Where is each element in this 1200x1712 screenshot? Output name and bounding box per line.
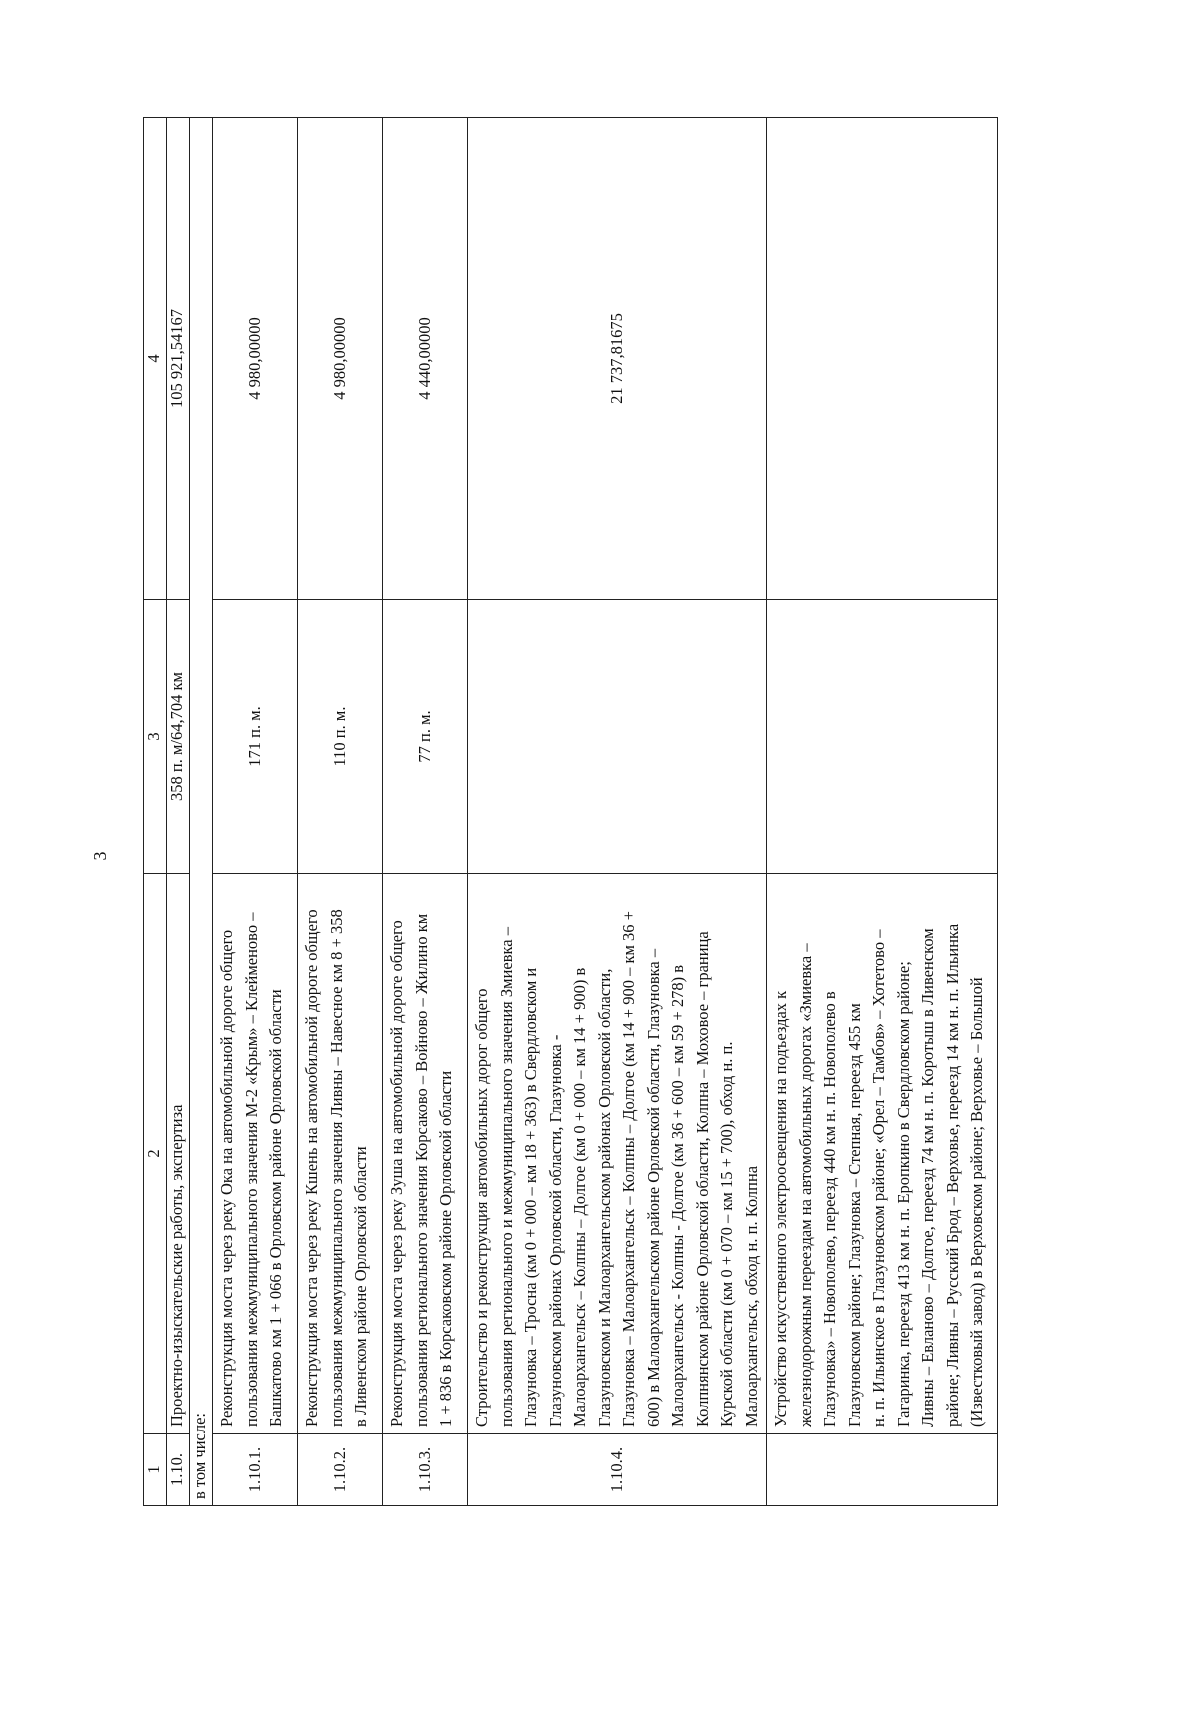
summary-num: 1.10. bbox=[167, 1434, 190, 1506]
row-name bbox=[298, 874, 383, 1434]
row-name-line: (Известковый завод) в Верховском районе; Верховье – Большой bbox=[967, 977, 986, 1427]
table-row bbox=[468, 118, 767, 1506]
row-name-line: Ливны – Евланово – Долгое, переезд 74 км н. п. Коротыш в Ливенском bbox=[918, 928, 937, 1427]
row-name-line: Глазуновском районе; Глазуновка – Степная, переезд 455 км bbox=[844, 1003, 864, 1427]
row-name-line: пользования регионального и межмуниципального значения Змиевка – bbox=[496, 927, 516, 1427]
financing-table bbox=[143, 117, 998, 1506]
row-num: 1.10.1. bbox=[213, 1434, 298, 1506]
row-name-line: Малоархангельск, обход н. п. Колпна bbox=[741, 1165, 761, 1427]
header-col-4: 4 bbox=[144, 118, 167, 600]
row-volume bbox=[767, 600, 998, 874]
summary-volume: 358 п. м/64,704 км bbox=[167, 600, 190, 874]
row-name-line: Устройство искусственного электроосвещения на подъездах к bbox=[771, 990, 790, 1427]
row-name-line: Курской области (км 0 + 070 – км 15 + 700), обход н. п. bbox=[717, 1041, 736, 1427]
row-amount bbox=[767, 118, 998, 600]
row-name-line: Глазуновском и Малоархангельском районах Орловской области, bbox=[594, 968, 614, 1427]
row-name-line: 1 + 836 в Корсаковском районе Орловской области bbox=[436, 1070, 455, 1427]
header-col-2: 2 bbox=[144, 874, 167, 1434]
row-name bbox=[767, 874, 998, 1434]
row-volume: 171 п. м. bbox=[213, 600, 298, 874]
summary-name: Проектно-изыскательские работы, экспертиза bbox=[167, 874, 190, 1434]
row-name-line: Малоархангельск – Колпны – Долгое (км 0 + 000 – км 14 + 900) в bbox=[570, 967, 589, 1427]
row-amount: 4 440,00000 bbox=[383, 118, 468, 600]
header-col-3: 3 bbox=[144, 600, 167, 874]
table-row bbox=[213, 118, 298, 1506]
row-name-line: Гагаринка, переезд 413 км н. п. Еропкино в Свердловском районе; bbox=[893, 961, 913, 1427]
row-name-line: в Ливенском районе Орловской области bbox=[351, 1146, 370, 1427]
subheader-row bbox=[190, 118, 213, 1506]
row-amount: 4 980,00000 bbox=[298, 118, 383, 600]
row-name-line: Реконструкция моста через реку Кшень на автомобильной дороге общего bbox=[302, 909, 321, 1427]
row-name-line: районе; Ливны – Русский Брод – Верховье, переезд 14 км н. п. Ильинка bbox=[942, 923, 962, 1427]
row-name-line: пользования регионального значения Корсаково – Войново – Жилино км bbox=[411, 913, 431, 1427]
summary-amount: 105 921,54167 bbox=[167, 118, 190, 600]
row-name-line: пользования межмуниципального значения Ливны – Навесное км 8 + 358 bbox=[326, 909, 346, 1427]
header-col-1: 1 bbox=[144, 1434, 167, 1506]
page-number: 3 bbox=[90, 851, 110, 861]
row-name-line: Строительство и реконструкция автомобильных дорог общего bbox=[472, 988, 491, 1427]
table-row bbox=[298, 118, 383, 1506]
row-name-line: Глазуновка – Малоархангельск – Колпны – Долгое (км 14 + 900 – км 36 + bbox=[619, 911, 638, 1427]
rotated-table-container bbox=[143, 118, 1046, 1506]
row-num: 1.10.4. bbox=[468, 1434, 767, 1506]
row-name bbox=[213, 874, 298, 1434]
row-name-line: Колпнянском районе Орловской области, Колпна – Моховое – граница bbox=[692, 931, 712, 1427]
subheader-label: в том числе: bbox=[190, 118, 213, 1506]
row-name bbox=[468, 874, 767, 1434]
row-volume bbox=[468, 600, 767, 874]
row-amount: 21 737,81675 bbox=[468, 118, 767, 600]
table-row bbox=[767, 118, 998, 1506]
row-name-line: Башкатово км 1 + 066 в Орловском районе Орловской области bbox=[266, 989, 285, 1427]
row-name-line: пользования межмуниципального значения М-2 «Крым» – Клейменово – bbox=[241, 912, 261, 1427]
row-name-line: Реконструкция моста через реку Ока на автомобильной дороге общего bbox=[217, 929, 236, 1427]
row-name-line: н. п. Ильинское в Глазуновском районе; «Орел – Тамбов» – Хотетово – bbox=[869, 929, 888, 1427]
row-name-line: Малоархангельск - Колпны - Долгое (км 36 + 600 – км 59 + 278) в bbox=[668, 965, 687, 1427]
row-num: 1.10.2. bbox=[298, 1434, 383, 1506]
summary-row bbox=[167, 118, 190, 1506]
row-volume: 77 п. м. bbox=[383, 600, 468, 874]
row-name-line: Глазуновском районах Орловской области, Глазуновка - bbox=[545, 1034, 565, 1427]
table-row bbox=[383, 118, 468, 1506]
table-header-row bbox=[144, 118, 167, 1506]
row-name-line: Реконструкция моста через реку Зуша на автомобильной дороге общего bbox=[387, 920, 406, 1427]
row-name-line: 600) в Малоархангельском районе Орловской области, Глазуновка – bbox=[643, 948, 663, 1427]
row-num: 1.10.3. bbox=[383, 1434, 468, 1506]
row-num bbox=[767, 1434, 998, 1506]
row-name-line: железнодорожным переездам на автомобильных дорогах «Змиевка – bbox=[795, 943, 815, 1427]
row-name bbox=[383, 874, 468, 1434]
row-volume: 110 п. м. bbox=[298, 600, 383, 874]
row-name-line: Глазуновка – Тросна (км 0 + 000 – км 18 + 363) в Свердловском и bbox=[521, 967, 540, 1427]
row-name-line: Глазуновка» – Новополево, переезд 440 км н. п. Новополево в bbox=[820, 991, 839, 1427]
row-amount: 4 980,00000 bbox=[213, 118, 298, 600]
